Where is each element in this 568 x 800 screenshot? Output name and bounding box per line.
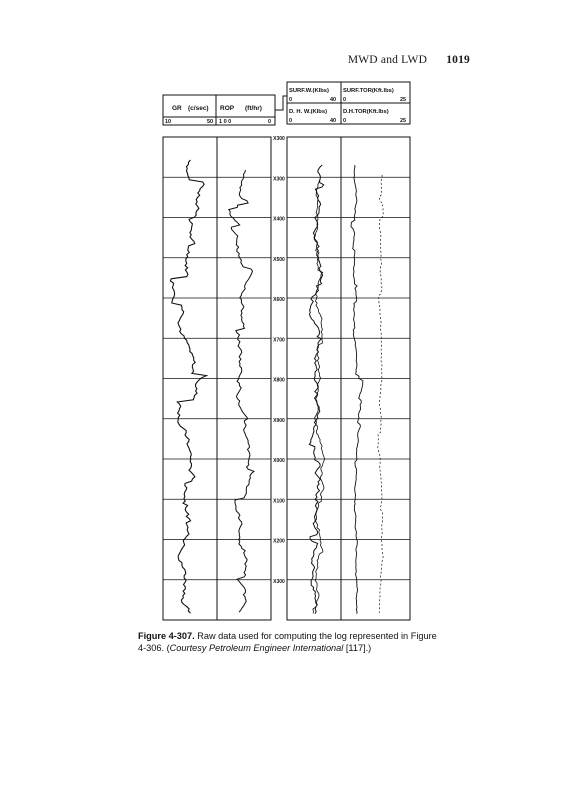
surf-w-curve xyxy=(309,165,323,614)
log-curves xyxy=(170,160,383,614)
left-track-header xyxy=(163,95,275,125)
surf-tor-max: 25 xyxy=(400,97,407,103)
right-track-header xyxy=(287,82,410,124)
depth-label: X300 xyxy=(273,176,285,183)
depth-label: X400 xyxy=(273,216,285,223)
gr-label: GR xyxy=(172,105,182,112)
figure-number: Figure 4-307. xyxy=(138,631,195,641)
depth-label: X900 xyxy=(273,417,285,424)
rop-unit: (ft/hr) xyxy=(245,105,262,112)
depth-label: X100 xyxy=(273,498,285,505)
surf-w-max: 40 xyxy=(330,97,337,103)
depth-label: X800 xyxy=(273,377,285,384)
depth-label: X300 xyxy=(273,136,285,142)
gr-scale-max: 50 xyxy=(207,119,214,125)
surf-tor-curve xyxy=(351,165,363,614)
dh-tor-min: 0 xyxy=(343,118,347,124)
dh-w-max: 40 xyxy=(330,118,337,124)
depth-label: X300 xyxy=(273,578,285,585)
gr-unit: (c/sec) xyxy=(188,105,209,112)
dh-w-label: D. H. W.(Klbs) xyxy=(289,109,327,115)
surf-w-min: 0 xyxy=(289,97,293,103)
page-number: 1019 xyxy=(446,54,470,66)
surf-tor-label: SURF.TOR(Kft.lbs) xyxy=(343,88,394,94)
depth-labels xyxy=(273,136,285,585)
running-head-section: MWD and LWD xyxy=(347,54,428,66)
figure-caption xyxy=(138,631,438,654)
depth-label: X200 xyxy=(273,538,285,545)
rop-scale-max: 0 xyxy=(268,119,272,125)
gr-curve xyxy=(170,160,206,613)
header-connector xyxy=(275,96,287,110)
gr-scale-min: 10 xyxy=(165,119,172,125)
rop-scale-min: 1 0 0 xyxy=(219,119,232,125)
surf-w-label: SURF.W.(Klbs) xyxy=(289,88,329,94)
dh-tor-label: D.H.TOR(Kft.lbs) xyxy=(343,109,389,115)
depth-label: X600 xyxy=(273,297,285,303)
dh-tor-max: 25 xyxy=(400,118,407,124)
rop-curve xyxy=(229,170,254,612)
caption-text: Raw data used for computing the log represented in Figure 4-306. ( xyxy=(138,631,437,653)
dh-tor-curve xyxy=(378,175,384,613)
rop-label: ROP xyxy=(220,105,235,112)
dh-w-curve xyxy=(313,180,325,613)
depth-label: X700 xyxy=(273,337,285,344)
caption-reference: [117].) xyxy=(343,642,372,653)
caption-courtesy: Courtesy Petroleum Engineer International xyxy=(169,642,344,653)
depth-label: X000 xyxy=(273,458,285,464)
dh-w-min: 0 xyxy=(289,118,293,124)
surf-tor-min: 0 xyxy=(343,97,347,103)
depth-label: X500 xyxy=(273,256,285,263)
